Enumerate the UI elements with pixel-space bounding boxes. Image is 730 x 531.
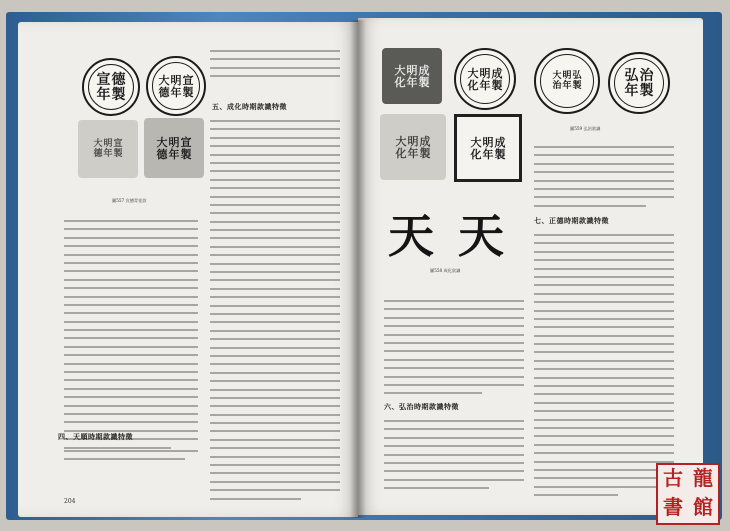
- tian-character-1: 天: [388, 209, 434, 263]
- seal-chenghua-2: 大 明 成 化 年 製: [454, 48, 516, 110]
- book-gutter: [350, 20, 366, 518]
- library-stamp: 古 龍 書 館: [656, 463, 720, 525]
- left-page-right-column-top: [210, 50, 340, 84]
- right-page-right-column-top: [534, 146, 674, 213]
- figure-caption-557: 圖557 宣德青花款: [112, 198, 147, 203]
- left-page: [18, 22, 358, 517]
- left-column-text: [64, 220, 198, 455]
- heading-section-five: 五、成化時期款識特徵: [212, 102, 287, 111]
- heading-section-seven: 七、正德時期款識特徵: [534, 216, 609, 225]
- figure-caption-559: 圖559 弘治款識: [570, 126, 601, 131]
- seal-hongzhi-2: 弘 治 年 製: [608, 52, 670, 114]
- figure-caption-558: 圖558 成化款識: [430, 268, 461, 273]
- page-number-left: 204: [64, 498, 76, 505]
- tian-character-2: 天: [458, 209, 504, 263]
- left-page-right-column-text: [210, 120, 340, 506]
- seal-xuande-2: 大 明 宣 德 年 製: [146, 56, 206, 116]
- seal-chenghua-3: 大 明 成 化 年 製: [380, 114, 446, 180]
- right-page: [358, 18, 703, 515]
- seal-xuande-1: 宣 德 年 製: [82, 58, 140, 116]
- seal-xuande-4: 大 明 宣 德 年 製: [144, 118, 204, 178]
- seal-chenghua-4: 大 明 成 化 年 製: [454, 114, 522, 182]
- seal-xuande-3: 大 明 宣 德 年 製: [78, 120, 138, 178]
- seal-hongzhi-1: 大 明 弘 治 年 製: [534, 48, 600, 114]
- right-page-right-column-text: [534, 234, 674, 503]
- seal-chenghua-1: 大 明 成 化 年 製: [382, 48, 442, 104]
- heading-section-four: 四、天順時期款識特徵: [58, 432, 133, 441]
- heading-section-six: 六、弘治時期款識特徵: [384, 402, 459, 411]
- right-page-left-column-bottom: [384, 420, 524, 496]
- left-column-text-bottom: [64, 450, 198, 467]
- right-page-left-column-text: [384, 300, 524, 401]
